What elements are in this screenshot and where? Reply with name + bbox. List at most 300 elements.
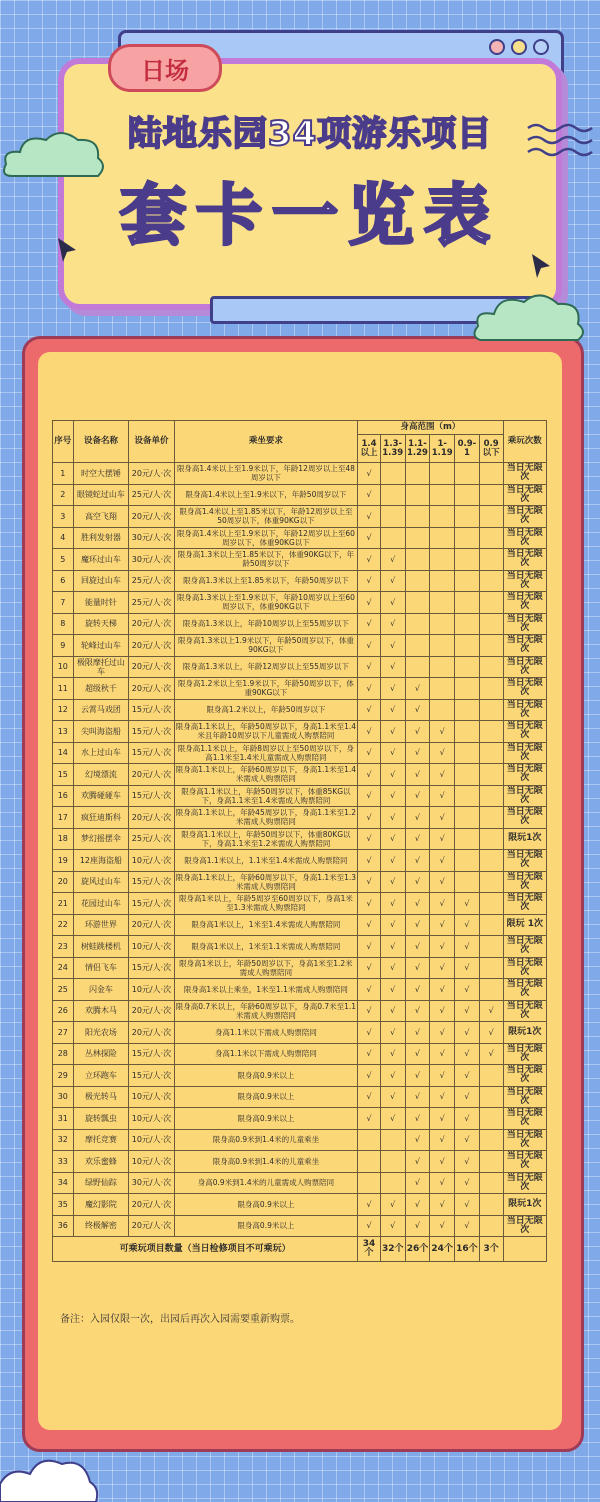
height-check-mark — [479, 871, 503, 893]
height-check-mark: √ — [455, 1194, 480, 1216]
height-check-mark — [479, 484, 503, 506]
col-header-requirement: 乘坐要求 — [174, 421, 358, 463]
row-count: 当日无限次 — [503, 613, 546, 635]
height-check-mark: √ — [358, 1022, 381, 1044]
height-check-mark — [380, 527, 405, 549]
height-check-mark: √ — [405, 936, 430, 958]
height-check-mark: √ — [430, 1022, 455, 1044]
height-check-mark: √ — [455, 1086, 480, 1108]
row-count: 当日无限次 — [503, 871, 546, 893]
height-check-mark — [430, 549, 455, 571]
row-count: 当日无限次 — [503, 957, 546, 979]
row-name: 摩托竞赛 — [73, 1129, 129, 1151]
row-count: 限玩 1次 — [503, 914, 546, 936]
row-requirement: 限身高1.1米以上，1.1米至1.4米需成人购票陪同 — [174, 850, 358, 872]
summary-count: 24个 — [430, 1237, 455, 1262]
height-check-mark — [455, 678, 480, 700]
row-price: 20元/人·次 — [129, 506, 174, 528]
height-check-mark — [455, 549, 480, 571]
height-check-mark — [405, 613, 430, 635]
row-no: 12 — [53, 699, 74, 721]
table-row — [53, 1108, 547, 1130]
height-check-mark — [405, 527, 430, 549]
height-check-mark — [455, 742, 480, 764]
table-row — [53, 463, 547, 485]
height-check-mark — [430, 463, 455, 485]
row-count: 当日无限次 — [503, 549, 546, 571]
height-check-mark: √ — [455, 957, 480, 979]
row-price: 30元/人·次 — [129, 1172, 174, 1194]
height-check-mark: √ — [430, 742, 455, 764]
height-check-mark: √ — [358, 828, 381, 850]
row-no: 32 — [53, 1129, 74, 1151]
height-check-mark: √ — [430, 1129, 455, 1151]
height-check-mark — [455, 635, 480, 657]
row-price: 15元/人·次 — [129, 699, 174, 721]
col-header-height: 1.4 以上 — [358, 435, 381, 463]
row-price: 30元/人·次 — [129, 527, 174, 549]
row-count: 当日无限次 — [503, 699, 546, 721]
height-check-mark — [479, 721, 503, 743]
height-check-mark: √ — [405, 699, 430, 721]
row-name: 绿野仙踪 — [73, 1172, 129, 1194]
height-check-mark: √ — [380, 1086, 405, 1108]
height-check-mark: √ — [455, 914, 480, 936]
col-header-price: 设备单价 — [129, 421, 174, 463]
height-check-mark: √ — [380, 785, 405, 807]
row-no: 5 — [53, 549, 74, 571]
row-count: 当日无限次 — [503, 592, 546, 614]
row-requirement: 限身高0.9米以上 — [174, 1065, 358, 1087]
table-row — [53, 1215, 547, 1237]
height-check-mark — [479, 570, 503, 592]
row-name: 疯狂迪斯科 — [73, 807, 129, 829]
height-check-mark — [479, 549, 503, 571]
height-check-mark — [479, 1129, 503, 1151]
height-check-mark — [455, 570, 480, 592]
row-price: 20元/人·次 — [129, 764, 174, 786]
height-check-mark: √ — [380, 742, 405, 764]
row-requirement: 限身高0.7米以上，年龄60周岁以下，身高0.7米至1.1米需成人购票陪同 — [175, 1001, 357, 1020]
height-check-mark: √ — [455, 1043, 480, 1065]
row-name: 极光转马 — [73, 1086, 129, 1108]
height-check-mark: √ — [430, 785, 455, 807]
row-name: 眼镜蛇过山车 — [73, 484, 129, 506]
row-price: 25元/人·次 — [129, 828, 174, 850]
row-no: 2 — [53, 484, 74, 506]
row-no: 14 — [53, 742, 74, 764]
row-count: 当日无限次 — [503, 463, 546, 485]
height-check-mark: √ — [358, 1043, 381, 1065]
row-count: 当日无限次 — [503, 635, 546, 657]
col-header-height: 1.1- 1.29 — [405, 435, 430, 463]
row-price: 30元/人·次 — [129, 549, 174, 571]
row-no: 34 — [53, 1172, 74, 1194]
height-check-mark — [430, 484, 455, 506]
height-check-mark: √ — [405, 1086, 430, 1108]
row-no: 1 — [53, 463, 74, 485]
row-requirement: 限身高0.9米以上 — [174, 1215, 358, 1237]
summary-label: 可乘玩项目数量（当日检修项目不可乘玩） — [53, 1237, 358, 1262]
height-check-mark: √ — [380, 1194, 405, 1216]
height-check-mark: √ — [358, 592, 381, 614]
height-check-mark: √ — [358, 742, 381, 764]
height-check-mark: √ — [430, 1151, 455, 1173]
height-check-mark: √ — [430, 957, 455, 979]
height-check-mark — [479, 1151, 503, 1173]
height-check-mark: √ — [358, 527, 381, 549]
height-check-mark: √ — [380, 1022, 405, 1044]
height-check-mark: √ — [358, 764, 381, 786]
height-check-mark — [479, 592, 503, 614]
height-check-mark — [358, 1151, 381, 1173]
height-check-mark — [380, 1151, 405, 1173]
height-check-mark: √ — [430, 1172, 455, 1194]
height-check-mark: √ — [358, 850, 381, 872]
height-check-mark: √ — [358, 785, 381, 807]
height-check-mark — [380, 1172, 405, 1194]
height-check-mark — [380, 506, 405, 528]
height-check-mark — [479, 850, 503, 872]
row-price: 25元/人·次 — [129, 484, 174, 506]
row-requirement: 限身高0.9米以上 — [174, 1194, 358, 1216]
height-check-mark: √ — [380, 957, 405, 979]
row-no: 29 — [53, 1065, 74, 1087]
row-name: 胜利发射器 — [73, 527, 129, 549]
row-price: 15元/人·次 — [129, 1065, 174, 1087]
row-price: 10元/人·次 — [129, 1129, 174, 1151]
height-check-mark — [430, 570, 455, 592]
height-check-mark — [405, 592, 430, 614]
height-check-mark — [405, 635, 430, 657]
row-count: 当日无限次 — [503, 936, 546, 958]
row-price: 20元/人·次 — [129, 1022, 174, 1044]
row-name: 旋转天梯 — [73, 613, 129, 635]
height-check-mark — [455, 721, 480, 743]
height-check-mark: √ — [455, 1172, 480, 1194]
height-check-mark: √ — [358, 936, 381, 958]
height-check-mark: √ — [358, 463, 381, 485]
height-check-mark — [479, 635, 503, 657]
height-check-mark: √ — [380, 914, 405, 936]
height-check-mark: √ — [380, 979, 405, 1001]
row-count: 当日无限次 — [503, 1065, 546, 1087]
height-check-mark: √ — [405, 1194, 430, 1216]
row-price: 10元/人·次 — [129, 936, 174, 958]
height-check-mark: √ — [455, 1215, 480, 1237]
row-name: 水上过山车 — [73, 742, 129, 764]
height-check-mark: √ — [358, 506, 381, 528]
height-check-mark: √ — [380, 1215, 405, 1237]
table-row — [53, 484, 547, 506]
row-name: 花园过山车 — [73, 893, 129, 915]
height-check-mark: √ — [380, 828, 405, 850]
height-check-mark: √ — [405, 871, 430, 893]
height-check-mark — [479, 957, 503, 979]
height-check-mark: √ — [380, 613, 405, 635]
table-row — [53, 656, 547, 678]
height-check-mark: √ — [380, 807, 405, 829]
row-no: 23 — [53, 936, 74, 958]
row-requirement: 限身高1米以上乘坐，1米至1.1米需成人购票陪同 — [174, 979, 358, 1001]
window-dot-icon — [533, 39, 549, 55]
height-check-mark: √ — [380, 678, 405, 700]
row-price: 20元/人·次 — [129, 635, 174, 657]
row-no: 13 — [53, 721, 74, 743]
row-requirement: 限身高1.2米以上至1.9米以下，年龄50周岁以下，体重90KG以下 — [174, 678, 358, 700]
rides-table — [52, 420, 547, 1262]
row-no: 10 — [53, 656, 74, 678]
height-check-mark: √ — [405, 678, 430, 700]
height-check-mark: √ — [405, 721, 430, 743]
page-title: 陆地乐园34项游乐项目 — [127, 114, 493, 154]
height-check-mark: √ — [405, 1022, 430, 1044]
table-row — [53, 506, 547, 528]
row-name: 尖叫海盗船 — [73, 721, 129, 743]
height-check-mark: √ — [405, 1151, 430, 1173]
row-price: 15元/人·次 — [129, 1043, 174, 1065]
height-check-mark: √ — [358, 979, 381, 1001]
row-name: 闪金车 — [73, 979, 129, 1001]
row-no: 16 — [53, 785, 74, 807]
height-check-mark: √ — [430, 1043, 455, 1065]
row-name: 旋风过山车 — [73, 871, 129, 893]
row-name: 云霄马戏团 — [73, 699, 129, 721]
row-requirement: 限身高1.1米以上，年龄50周岁以下，体重80KG以下，身高1.1米至1.2米需成人购票陪同 — [174, 828, 358, 850]
row-no: 11 — [53, 678, 74, 700]
summary-count: 26个 — [405, 1237, 430, 1262]
height-check-mark: √ — [405, 1108, 430, 1130]
row-no: 7 — [53, 592, 74, 614]
height-check-mark: √ — [430, 1215, 455, 1237]
row-count: 当日无限次 — [503, 678, 546, 700]
height-check-mark: √ — [405, 764, 430, 786]
height-check-mark: √ — [358, 721, 381, 743]
row-no: 24 — [53, 957, 74, 979]
height-check-mark — [430, 527, 455, 549]
row-no: 30 — [53, 1086, 74, 1108]
row-requirement: 限身高0.9米以上 — [174, 1108, 358, 1130]
row-requirement: 限身高1.1米以上，年龄8周岁以上至50周岁以下，身高1.1米至1.4米儿童需成人购票陪同 — [174, 742, 358, 764]
row-name: 梦幻摇摆伞 — [73, 828, 129, 850]
height-check-mark: √ — [405, 957, 430, 979]
row-name: 终极解密 — [73, 1215, 129, 1237]
height-check-mark — [479, 807, 503, 829]
height-check-mark: √ — [358, 1086, 381, 1108]
row-name: 环游世界 — [73, 914, 129, 936]
row-count: 当日无限次 — [503, 721, 546, 743]
height-check-mark: √ — [455, 1108, 480, 1130]
height-check-mark: √ — [380, 1108, 405, 1130]
row-requirement: 限身高1.3米以上至1.85米以下，年龄50周岁以下 — [174, 570, 358, 592]
height-check-mark: √ — [380, 850, 405, 872]
height-check-mark — [479, 785, 503, 807]
height-check-mark: √ — [380, 1065, 405, 1087]
col-header-height: 1- 1.19 — [430, 435, 455, 463]
row-requirement: 限身高1.1米以上，年龄50周岁以下，身高1.1米至1.4米且年龄10周岁以下儿童需成人购票陪同 — [175, 722, 357, 741]
table-row — [53, 570, 547, 592]
height-check-mark: √ — [380, 656, 405, 678]
row-requirement: 身高0.9米到1.4米的儿童需成人购票陪同 — [174, 1172, 358, 1194]
height-check-mark — [430, 635, 455, 657]
height-check-mark: √ — [405, 1065, 430, 1087]
row-name: 欢腾木马 — [73, 1000, 129, 1022]
height-check-mark: √ — [358, 570, 381, 592]
height-check-mark: √ — [430, 850, 455, 872]
height-check-mark: √ — [430, 979, 455, 1001]
row-count: 限玩1次 — [503, 828, 546, 850]
row-count: 当日无限次 — [503, 742, 546, 764]
row-no: 17 — [53, 807, 74, 829]
window-dots — [489, 39, 549, 55]
height-check-mark: √ — [358, 807, 381, 829]
row-count: 当日无限次 — [503, 1215, 546, 1237]
height-check-mark — [479, 1086, 503, 1108]
height-check-mark: √ — [455, 979, 480, 1001]
height-check-mark: √ — [405, 1043, 430, 1065]
table-row — [53, 527, 547, 549]
row-no: 31 — [53, 1108, 74, 1130]
table-row — [53, 699, 547, 721]
table-row — [53, 1172, 547, 1194]
table-row — [53, 1000, 547, 1022]
height-check-mark — [479, 463, 503, 485]
height-check-mark: √ — [358, 484, 381, 506]
row-name: 立环跑车 — [73, 1065, 129, 1087]
row-requirement: 限身高1米以上，年龄5周岁至60周岁以下，身高1米至1.3米需成人购票陪同 — [174, 893, 358, 915]
height-check-mark: √ — [358, 1000, 381, 1022]
height-check-mark: √ — [358, 656, 381, 678]
height-check-mark — [380, 1129, 405, 1151]
table-row — [53, 1129, 547, 1151]
row-no: 33 — [53, 1151, 74, 1173]
height-check-mark: √ — [405, 1172, 430, 1194]
row-count: 当日无限次 — [503, 807, 546, 829]
row-price: 15元/人·次 — [129, 957, 174, 979]
height-check-mark — [455, 613, 480, 635]
height-check-mark: √ — [405, 807, 430, 829]
row-count: 当日无限次 — [503, 527, 546, 549]
table-row — [53, 914, 547, 936]
table-row — [53, 828, 547, 850]
row-price: 20元/人·次 — [129, 613, 174, 635]
row-price: 10元/人·次 — [129, 979, 174, 1001]
row-requirement: 身高1.1米以下需成人购票陪同 — [174, 1022, 358, 1044]
height-check-mark: √ — [405, 1215, 430, 1237]
height-check-mark — [479, 914, 503, 936]
height-check-mark — [430, 656, 455, 678]
row-price: 15元/人·次 — [129, 742, 174, 764]
height-check-mark — [455, 484, 480, 506]
table-row — [53, 1022, 547, 1044]
row-count: 当日无限次 — [503, 764, 546, 786]
summary-empty — [503, 1237, 546, 1262]
height-check-mark — [479, 1065, 503, 1087]
cursor-icon — [54, 236, 80, 266]
height-check-mark — [430, 678, 455, 700]
height-check-mark — [455, 463, 480, 485]
height-check-mark — [479, 613, 503, 635]
height-check-mark: √ — [405, 742, 430, 764]
height-check-mark: √ — [358, 1108, 381, 1130]
row-no: 15 — [53, 764, 74, 786]
table-row — [53, 635, 547, 657]
row-requirement: 限身高1米以上，年龄50周岁以下，身高1米至1.2米需成人购票陪同 — [174, 957, 358, 979]
row-name: 轮峰过山车 — [73, 635, 129, 657]
height-check-mark — [430, 699, 455, 721]
height-check-mark: √ — [455, 1129, 480, 1151]
row-count: 当日无限次 — [503, 785, 546, 807]
row-requirement: 限身高1.1米以上，年龄60周岁以下，身高1.1米至1.3米需成人购票陪同 — [175, 872, 357, 891]
height-check-mark: √ — [430, 1065, 455, 1087]
row-requirement: 限身高1.1米以上，年龄60周岁以下，身高1.1米至1.4米需成人购票陪同 — [175, 765, 357, 784]
height-check-mark — [479, 699, 503, 721]
height-check-mark: √ — [380, 764, 405, 786]
height-check-mark: √ — [430, 1000, 455, 1022]
table-row — [53, 850, 547, 872]
row-price: 10元/人·次 — [129, 1151, 174, 1173]
table-row — [53, 764, 547, 786]
row-price: 25元/人·次 — [129, 570, 174, 592]
col-header-height: 0.9 以下 — [479, 435, 503, 463]
row-count: 当日无限次 — [503, 656, 546, 678]
row-requirement: 限身高0.9米以上 — [174, 1086, 358, 1108]
height-check-mark — [455, 506, 480, 528]
height-check-mark — [455, 764, 480, 786]
height-check-mark: √ — [405, 979, 430, 1001]
summary-count: 3个 — [479, 1237, 503, 1262]
col-header-height-range: 身高范围（m） — [358, 421, 503, 435]
row-name: 时空大摆锤 — [73, 463, 129, 485]
row-name: 高空飞翔 — [73, 506, 129, 528]
row-count: 当日无限次 — [503, 1108, 546, 1130]
row-count: 当日无限次 — [503, 484, 546, 506]
cloud-icon — [470, 286, 590, 346]
col-header-name: 设备名称 — [73, 421, 129, 463]
height-check-mark — [405, 570, 430, 592]
row-price: 20元/人·次 — [129, 463, 174, 485]
table-row — [53, 893, 547, 915]
height-check-mark — [455, 828, 480, 850]
height-check-mark: √ — [405, 893, 430, 915]
height-check-mark: √ — [358, 613, 381, 635]
cloud-icon — [0, 1448, 100, 1502]
row-count: 当日无限次 — [503, 893, 546, 915]
table-row — [53, 1043, 547, 1065]
height-check-mark: √ — [430, 893, 455, 915]
row-no: 19 — [53, 850, 74, 872]
height-check-mark: √ — [380, 592, 405, 614]
col-header-count: 乘玩次数 — [503, 421, 546, 463]
row-no: 6 — [53, 570, 74, 592]
row-requirement: 限身高1.1米以上，年龄45周岁以下，身高1.1米至1.2米需成人购票陪同 — [175, 808, 357, 827]
height-check-mark — [455, 871, 480, 893]
height-check-mark: √ — [430, 1194, 455, 1216]
height-check-mark: √ — [430, 1108, 455, 1130]
height-check-mark — [405, 656, 430, 678]
height-check-mark — [455, 656, 480, 678]
height-check-mark: √ — [358, 635, 381, 657]
col-header-height: 0.9- 1 — [455, 435, 480, 463]
row-price: 20元/人·次 — [129, 807, 174, 829]
row-requirement: 限身高1.3米以上，年龄10周岁以上至55周岁以下 — [174, 613, 358, 635]
row-price: 20元/人·次 — [129, 1000, 174, 1022]
table-row — [53, 1086, 547, 1108]
height-check-mark — [479, 764, 503, 786]
row-requirement: 限身高1.4米以上至1.9米以下，年龄12周岁以上至60周岁以下，体重90KG以下 — [174, 527, 358, 549]
height-check-mark: √ — [358, 1194, 381, 1216]
cursor-icon — [528, 252, 554, 282]
